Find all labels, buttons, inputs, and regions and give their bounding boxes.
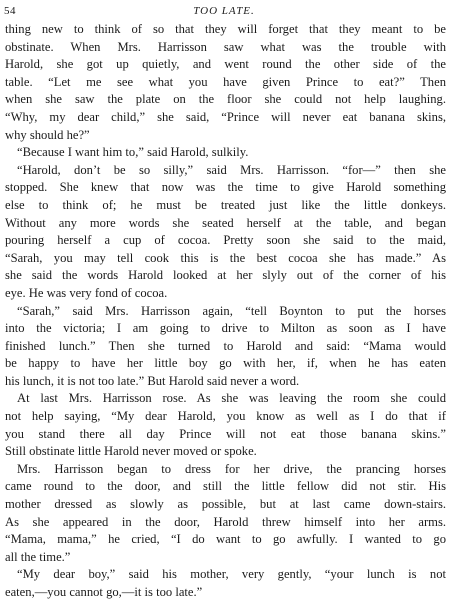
text-line: “Why, my dear child,” she said, “Prince will never eat banana skins, [5,109,446,124]
text-line: Still obstinate little Harold never moved or spoke. [5,444,257,459]
text-line: eye. He was very fond of cocoa. [5,285,168,300]
text-line: be happy to have her little boy go with her, if, when he has eaten [5,356,446,371]
text-line: “My dear boy,” said his mother, very gently, “your lunch is not [17,567,446,582]
text-line: stopped. She knew that now was the time to give Harold something [5,180,446,195]
running-head: TOO LATE. [193,5,255,17]
text-line: into the victoria; I am going to drive to Milton as soon as I have [5,321,446,336]
text-line: “Mama, mama,” he cried, “I do want to go awfully. I wanted to go [5,532,446,547]
text-line: “Because I want him to,” said Harold, sulkily. [17,145,249,160]
text-line: his lunch, it is not too late.” But Harold said never a word. [5,373,300,388]
page-number: 54 [4,5,16,17]
text-line: why should he?” [5,127,90,142]
text-line: all the time.” [5,549,71,564]
text-line: thing new to think of so that they will forget that they meant to be [5,22,446,36]
text-line: when she saw the plate on the floor she could not help laughing. [5,92,446,107]
text-line: Mrs. Harrisson began to dress for her drive, the prancing horses [17,461,446,476]
text-line: pouring herself a cup of cocoa. Pretty soon she said to the maid, [5,233,446,248]
text-line: mother dressed as slowly as possible, but at last came down-stairs. [5,497,446,512]
text-line: else to think of; he must be treated just like the little donkeys. [5,197,446,212]
text-line: As she appeared in the door, Harold threw himself into her arms. [5,514,446,529]
text-line: table. “Let me see what you have given Prince to eat?” Then [5,74,446,89]
text-line: came round to the door, and still the little fellow did not stir. His [5,479,446,494]
text-line: Without any more words she seated herself at the table, and began [5,215,446,230]
text-line: “Sarah, you may tell cook this is the best cocoa she has made.” As [5,250,446,265]
text-line: not help saying, “My dear Harold, you know as well as I do that if [5,409,446,424]
text-line: you stand there all day Prince will not eat those banana skins.” [5,426,446,441]
text-line: eaten,—you cannot go,—it is too late.” [5,585,203,599]
body-text [5,21,446,602]
page-header [4,4,444,20]
text-line: At last Mrs. Harrisson rose. As she was leaving the room she could [17,391,446,406]
text-line: obstinate. When Mrs. Harrisson saw what was the trouble with [5,39,446,54]
text-line: finished lunch.” Then she turned to Harold and said: “Mama would [5,338,446,353]
text-line: “Sarah,” said Mrs. Harrisson again, “tell Boynton to put the horses [17,303,446,318]
text-line: she said the words Harold looked at her slyly out of the corner of his [5,268,446,283]
text-line: “Harold, don’t be so silly,” said Mrs. Harrisson. “for—” then she [17,162,446,177]
text-line: Harold, she got up quietly, and went round the other side of the [5,57,446,72]
